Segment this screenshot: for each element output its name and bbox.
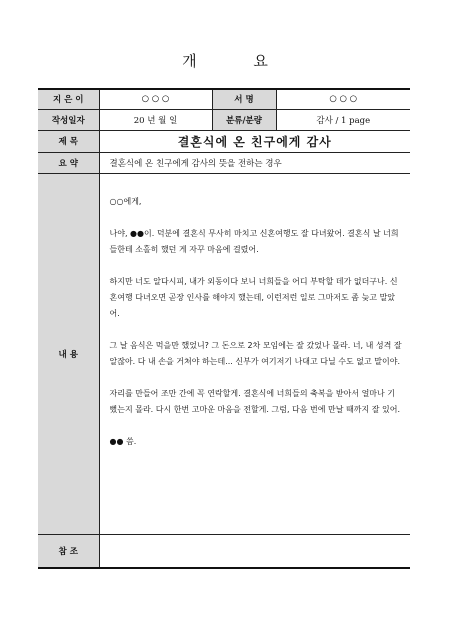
letter-paragraph-2: 하지만 너도 알다시피, 내가 외동이다 보니 너희들을 어디 부탁할 데가 없더구나. 신혼여행 다녀오면 곧장 인사를 해야지 했는데, 이런저런 일로 그마저도 좀 늦고 말았어. xyxy=(109,276,398,318)
reference-value xyxy=(99,534,410,568)
letter-body xyxy=(99,173,410,534)
author-value: ○ ○ ○ xyxy=(99,89,212,109)
letter-paragraph-3: 그 날 음식은 먹을만 했었니? 그 돈으로 2차 모임에는 잘 갔었나 몰라. 너, 내 성격 잘 알잖아. 다 내 손을 거쳐야 하는데... 신부가 여기저기 나대고 다닐 수도 없고 말이야. xyxy=(109,340,402,366)
date-value: 20 년 월 일 xyxy=(99,109,212,130)
letter-signoff: ●● 씀. xyxy=(109,436,137,446)
content-label: 내 용 xyxy=(38,173,99,534)
letter-salutation: ○○에게, xyxy=(109,196,142,206)
document-title: 개 요 xyxy=(182,52,294,70)
category-label: 분류/분량 xyxy=(212,109,276,130)
summary-form xyxy=(38,88,410,569)
summary-value: 결혼식에 온 친구에게 감사의 뜻을 전하는 경우 xyxy=(99,152,410,173)
reference-label: 참 조 xyxy=(38,534,99,568)
subject-value: 결혼식에 온 친구에게 감사 xyxy=(99,130,410,152)
letter-paragraph-4: 자리를 만들어 조만 간에 꼭 연락할게. 결혼식에 너희들의 축복을 받아서 얼마나 기뻤는지 몰라. 다시 한번 고마운 마음을 전할게. 그럼, 다음 번에 만날 때까지 잘 있어. xyxy=(109,388,401,414)
date-label: 작성일자 xyxy=(38,109,99,130)
signature-label: 서 명 xyxy=(212,89,276,109)
summary-label: 요 약 xyxy=(38,152,99,173)
category-value: 감사 / 1 page xyxy=(276,109,410,130)
author-label: 지 은 이 xyxy=(38,89,99,109)
subject-label: 제 목 xyxy=(38,130,99,152)
letter-paragraph-1: 나야, ●●이. 덕분에 결혼식 무사히 마치고 신혼여행도 잘 다녀왔어. 결혼식 날 너희들한테 소홀히 했던 게 자꾸 마음에 걸렸어. xyxy=(109,228,399,254)
signature-value: ○ ○ ○ xyxy=(276,89,410,109)
